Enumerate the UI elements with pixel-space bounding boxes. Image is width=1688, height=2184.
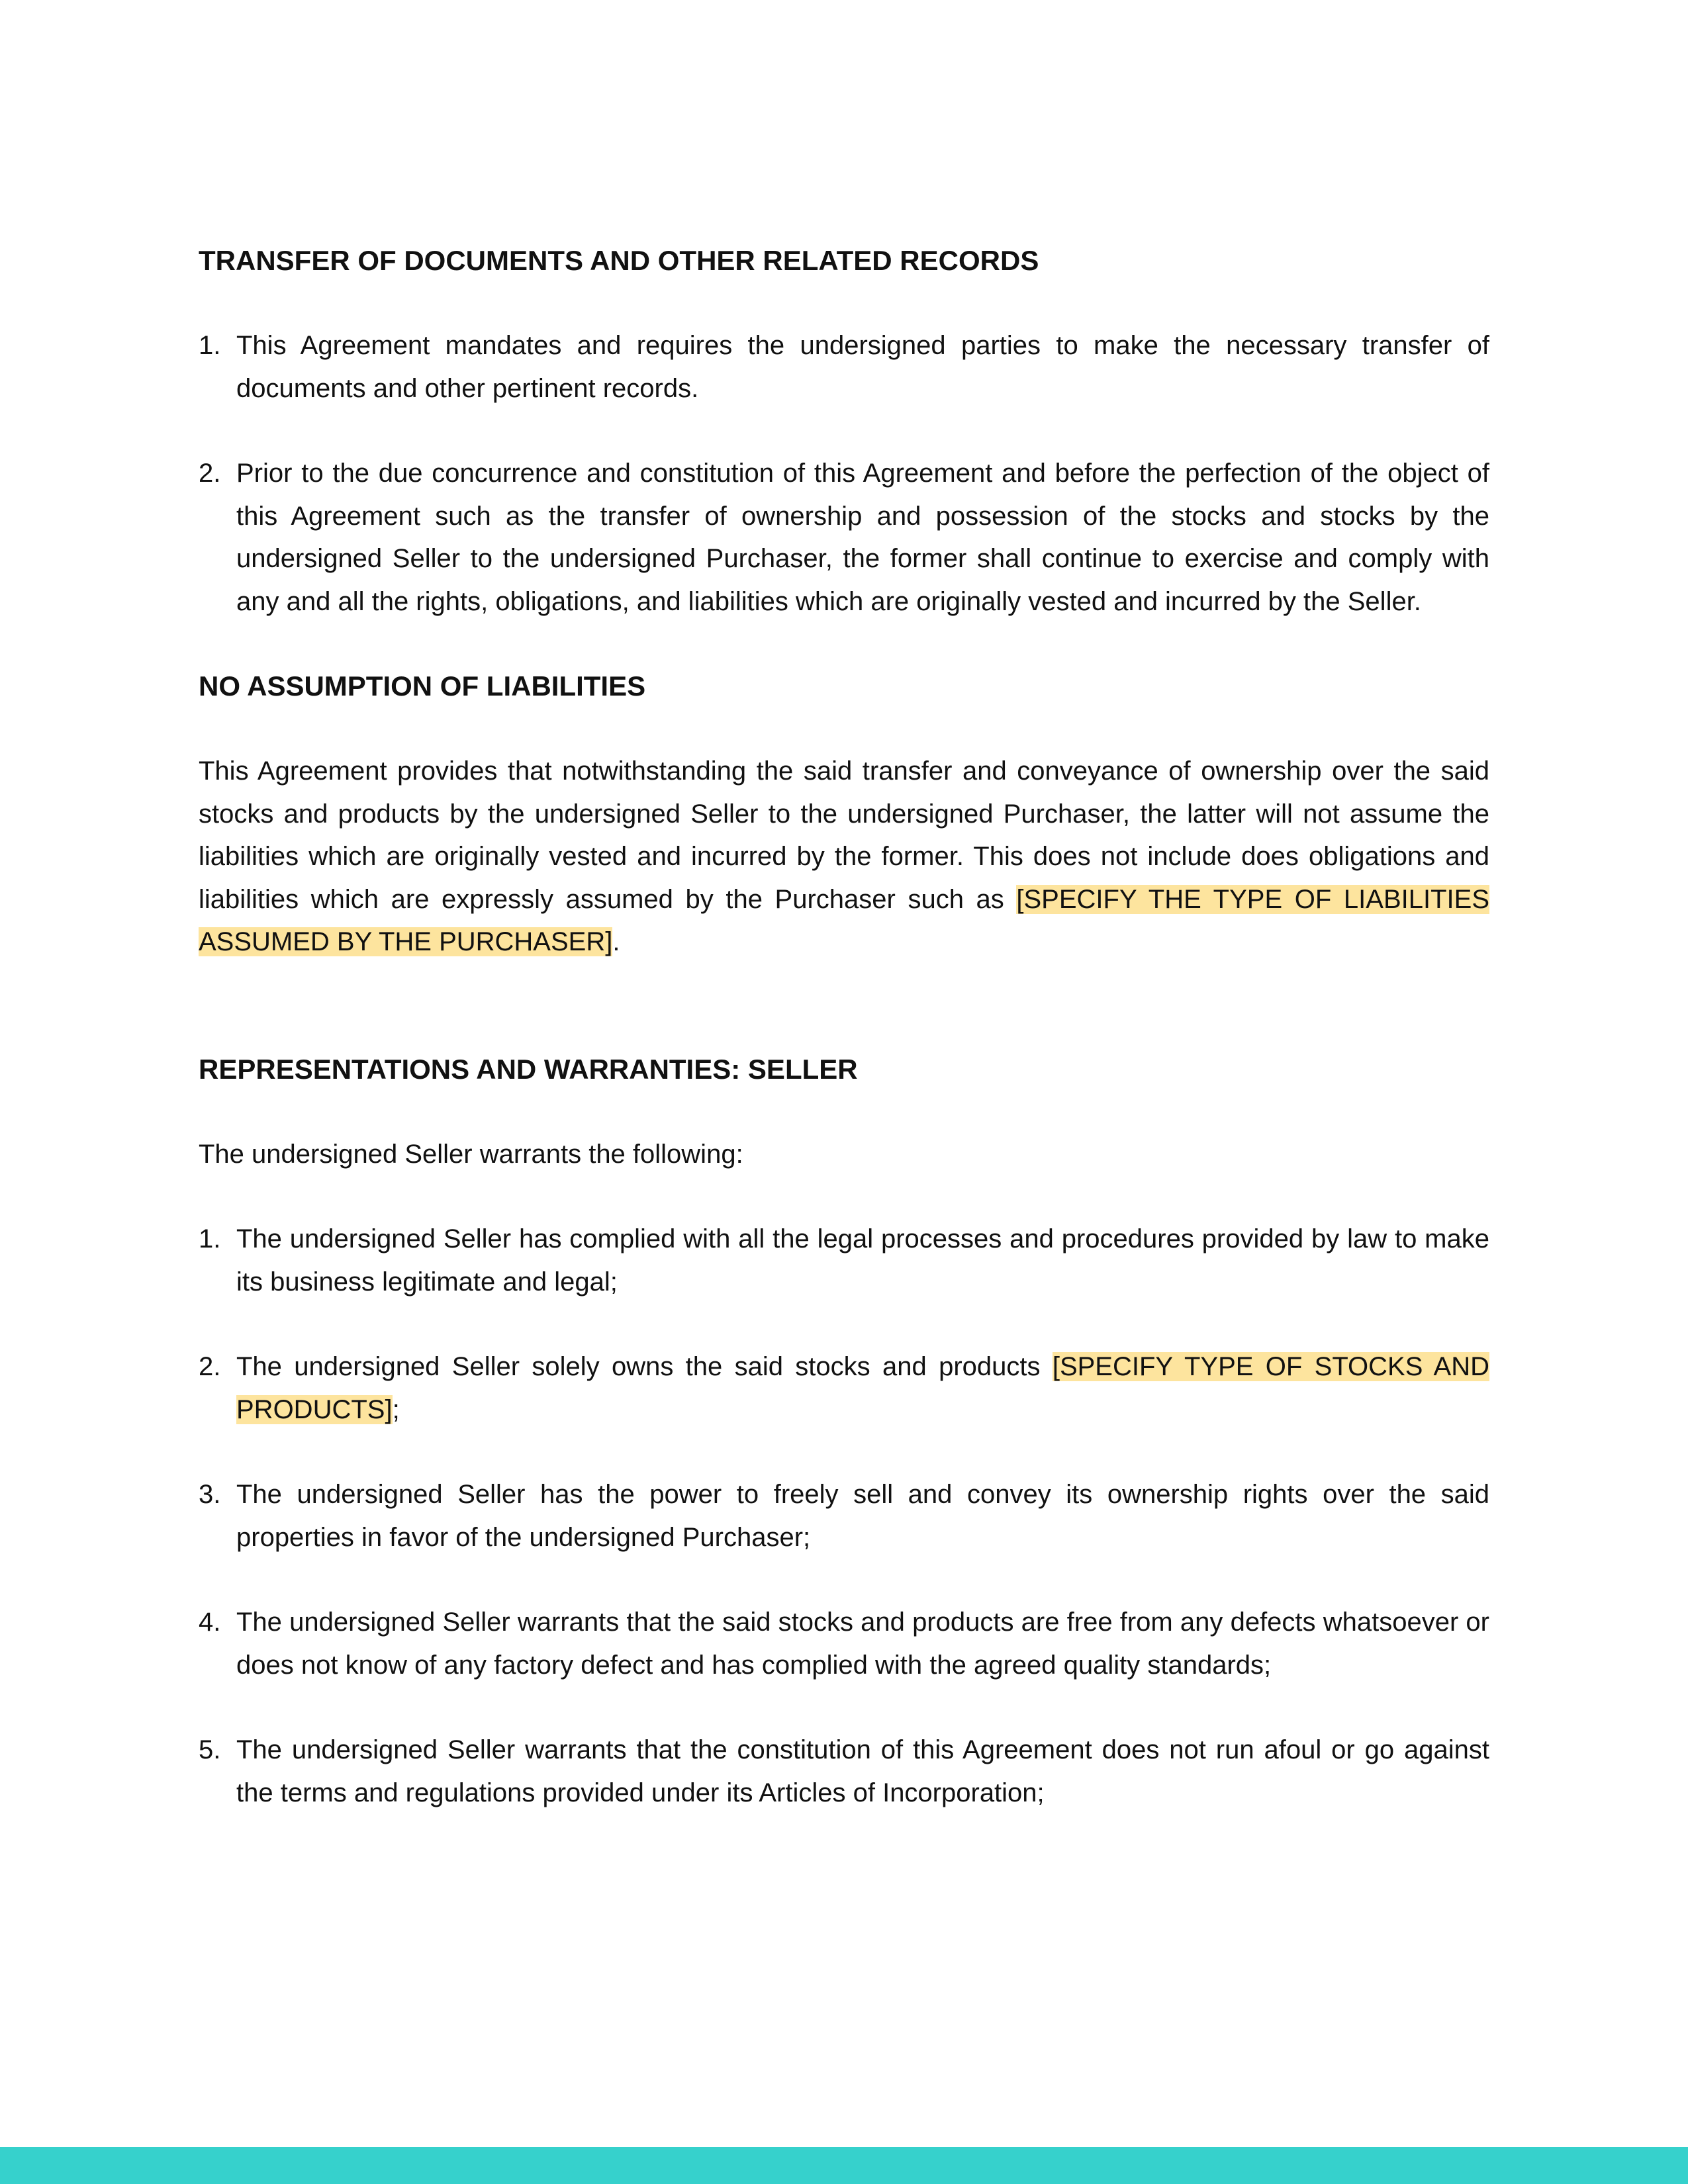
list-item <box>199 452 1489 623</box>
placeholder-highlight: [SPECIFY THE TYPE OF LIABILITIES ASSUMED BY THE PURCHASER] <box>199 884 1490 956</box>
list-number: 2. <box>199 1352 221 1381</box>
list-item-text: The undersigned Seller has the power to freely sell and convey its ownership rights over the said properties in favor of the undersigned Purchaser; <box>236 1480 1489 1552</box>
list-item-text: The undersigned Seller solely owns the said stocks and products <box>236 1352 1053 1381</box>
list-number: 4. <box>199 1608 221 1637</box>
representations-list <box>199 1218 1489 1814</box>
list-item-text: Prior to the due concurrence and constitution of this Agreement and before the perfection of the object of this Agreement such as the transfer of ownership and possession of the stocks and stocks by the undersigned Seller to the undersigned Purchaser, the former shall continue to exercise and comply with any and all the rights, obligations, and liabilities which are originally vested and incurred by the Seller. <box>236 459 1489 616</box>
list-item <box>199 324 1489 410</box>
placeholder-highlight: [SPECIFY TYPE OF STOCKS AND PRODUCTS] <box>236 1352 1489 1424</box>
list-number: 3. <box>199 1480 221 1509</box>
list-item <box>199 1345 1489 1431</box>
section-title-transfer: TRANSFER OF DOCUMENTS AND OTHER RELATED RECORDS <box>199 245 1039 276</box>
representations-intro: The undersigned Seller warrants the following: <box>199 1139 743 1169</box>
section-title-representations: REPRESENTATIONS AND WARRANTIES: SELLER <box>199 1053 858 1085</box>
list-item <box>199 1473 1489 1559</box>
list-item-end: ; <box>392 1394 400 1424</box>
list-item-text: The undersigned Seller warrants that the said stocks and products are free from any defects whatsoever or does not know of any factory defect and has complied with the agreed quality standards; <box>236 1608 1489 1680</box>
list-number: 1. <box>199 331 221 360</box>
list-number: 5. <box>199 1735 221 1764</box>
transfer-list <box>199 324 1489 623</box>
footer-color-bar <box>0 2147 1688 2184</box>
list-item <box>199 1729 1489 1814</box>
no-assumption-paragraph <box>199 750 1489 964</box>
list-item <box>199 1601 1489 1686</box>
list-item-text: The undersigned Seller warrants that the constitution of this Agreement does not run afoul or go against the terms and regulations provided under its Articles of Incorporation; <box>236 1735 1489 1807</box>
paragraph-text: This Agreement provides that notwithstanding the said transfer and conveyance of ownership over the said stocks and products by the undersigned Seller to the undersigned Purchaser, the latter will not assume the liabilities which are originally vested and incurred by the former. This does not include does obligations and liabilities which are expressly assumed by the Purchaser such as <box>199 756 1489 914</box>
list-number: 2. <box>199 459 221 488</box>
section-title-no-assumption: NO ASSUMPTION OF LIABILITIES <box>199 670 646 702</box>
document-page <box>199 240 1489 1814</box>
list-item <box>199 1218 1489 1303</box>
list-number: 1. <box>199 1224 221 1253</box>
list-item-text: The undersigned Seller has complied with all the legal processes and procedures provided by law to make its business legitimate and legal; <box>236 1224 1489 1297</box>
paragraph-end: . <box>612 927 620 956</box>
list-item-text: This Agreement mandates and requires the undersigned parties to make the necessary transfer of documents and other pertinent records. <box>236 331 1489 403</box>
